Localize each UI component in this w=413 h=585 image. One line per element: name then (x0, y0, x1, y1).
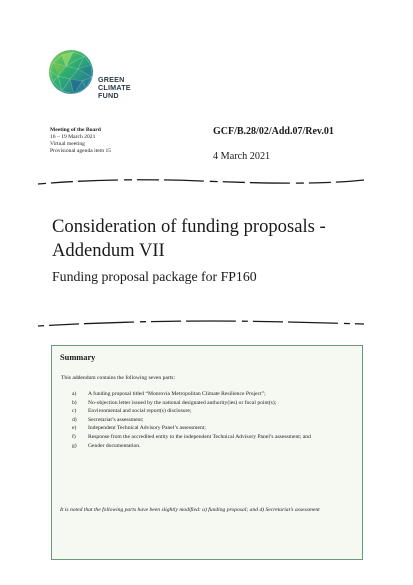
logo-text-line: FUND (98, 91, 119, 100)
summary-box (51, 345, 363, 560)
summary-intro: This addendum contains the following seven parts: (61, 375, 176, 381)
logo-text-line: GREEN (98, 75, 125, 84)
document-title: Consideration of funding proposals - Addendum VII (52, 216, 326, 261)
list-item (72, 399, 354, 408)
list-item (72, 407, 354, 416)
decorative-wave-divider (36, 318, 366, 328)
document-symbol: GCF/B.28/02/Add.07/Rev.01 (213, 126, 334, 137)
list-item-text: Response from the accredited entity to the independent Technical Advisory Panel’s assessment; and (88, 433, 311, 440)
list-item-text: A funding proposal titled “Monrovia Metropolitan Climate Resilience Project”; (88, 391, 266, 397)
summary-heading: Summary (60, 353, 96, 362)
list-item-letter: e) (72, 425, 77, 432)
list-item (72, 416, 354, 425)
summary-note: It is noted that the following parts have been slightly modified: a) funding proposal; and d) Secretariat’s assessment (60, 507, 320, 513)
list-item-text: Secretariat’s assessment; (88, 416, 144, 423)
meeting-format: Virtual meeting (50, 141, 85, 147)
list-item-letter: a) (72, 391, 77, 397)
document-date: 4 March 2021 (213, 151, 271, 162)
list-item-text: Environmental and social report(s) disclosure; (88, 408, 192, 415)
list-item-letter: g) (72, 442, 77, 449)
summary-list (72, 390, 354, 450)
list-item-text: No-objection letter issued by the national designated authority(ies) or focal point(s); (88, 399, 277, 406)
list-item (72, 424, 354, 433)
list-item-text: Independent Technical Advisory Panel’s assessment; (88, 425, 206, 432)
meeting-title: Meeting of the Board (50, 127, 101, 133)
logo-wordmark (98, 76, 131, 100)
list-item-letter: f) (72, 433, 76, 440)
list-item (72, 442, 354, 451)
list-item-letter: c) (72, 408, 77, 415)
list-item (72, 390, 354, 399)
document-subtitle: Funding proposal package for FP160 (52, 269, 257, 284)
agenda-item: Provisional agenda item 15 (50, 148, 112, 154)
meeting-dates: 16 – 19 March 2021 (50, 134, 96, 140)
meeting-info (50, 127, 111, 155)
list-item-letter: b) (72, 399, 77, 406)
decorative-wave-divider (36, 177, 366, 187)
list-item-text: Gender documentation. (88, 442, 141, 449)
list-item (72, 433, 354, 442)
list-item-letter: d) (72, 416, 77, 423)
logo-text-line: CLIMATE (98, 83, 131, 92)
